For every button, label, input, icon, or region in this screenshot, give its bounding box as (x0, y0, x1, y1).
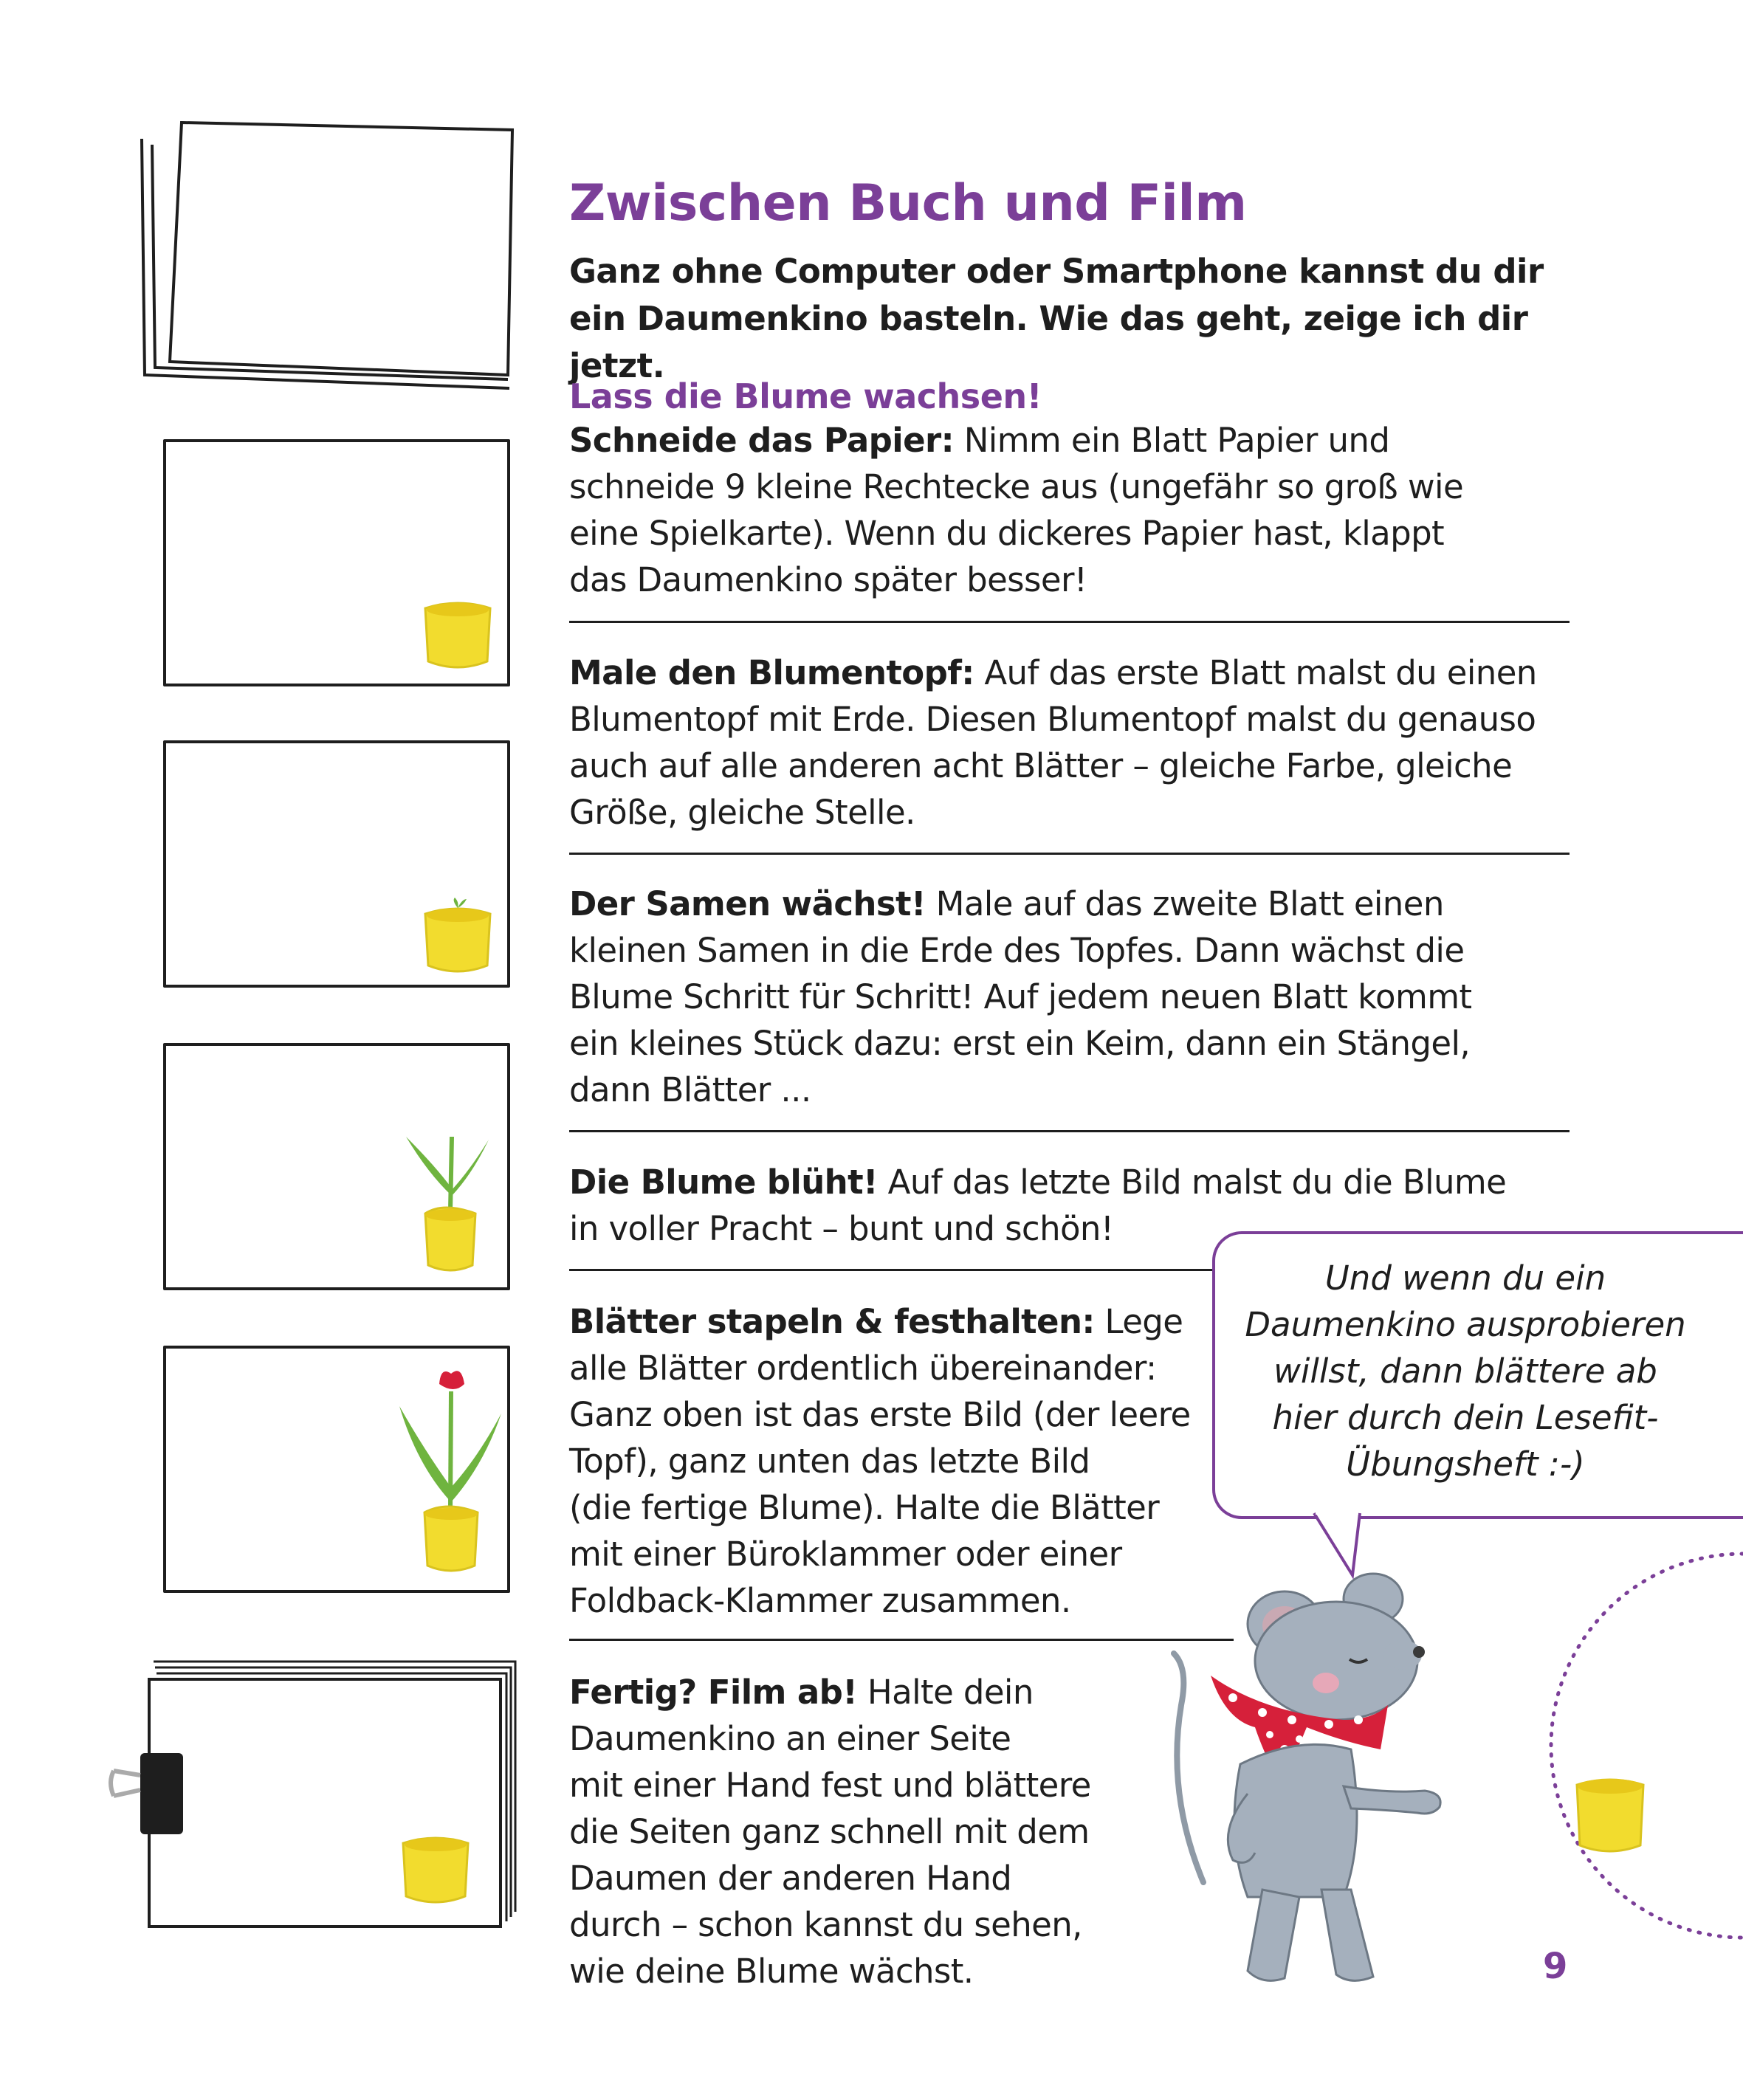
divider (569, 853, 1570, 855)
pot-icon (421, 598, 495, 675)
step-title: Fertig? Film ab! (569, 1673, 858, 1712)
divider (569, 1130, 1570, 1132)
speech-bubble-tail (1314, 1513, 1373, 1580)
sprout-icon (399, 1122, 502, 1281)
step-cut-paper: Schneide das Papier: Nimm ein Blatt Papier und schneide 9 kleine Rechtecke aus (ungefähr so groß wie eine Spielkarte). Wenn du dickeres Papier hast, klappt das Daumenkino später besser! (569, 421, 1464, 599)
intro-line-1: Ganz ohne Computer oder Smartphone kannst du dir (569, 252, 1544, 291)
section-subtitle: Lass die Blume wachsen! (569, 376, 1042, 416)
intro-text (569, 248, 1566, 390)
step-title: Schneide das Papier: (569, 421, 955, 460)
divider (569, 621, 1570, 623)
flower-icon (395, 1362, 506, 1583)
clipped-flipbook-illustration (111, 1650, 524, 1934)
step-title: Die Blume blüht! (569, 1163, 878, 1202)
page-title: Zwischen Buch und Film (569, 174, 1247, 233)
speech-bubble-text: Und wenn du ein Daumenkino ausprobieren willst, dann blättere ab hier durch dein Lesefit- Übungsheft :-) (1245, 1259, 1686, 1484)
intro-line-2: ein Daumenkino basteln. Wie das geht, zeige ich dir jetzt. (569, 299, 1528, 385)
pot-with-seed-icon (421, 895, 495, 980)
stacked-pages-illustration (140, 117, 524, 397)
divider (569, 1269, 1219, 1271)
step-title: Der Samen wächst! (569, 884, 926, 923)
step-title: Male den Blumentopf: (569, 653, 974, 692)
step-seed-grows: Der Samen wächst! Male auf das zweite Blatt einen kleinen Samen in die Erde des Topfes. Dann wächst die Blume Schritt für Schritt! Auf jedem neuen Blatt kommt ein kleines Stück dazu: erst ein Keim, dann ein Stängel, dann Blätter ... (569, 884, 1472, 1109)
step-stack-pages: Blätter stapeln & festhalten: Lege alle Blätter ordentlich übereinander: Ganz oben ist das erste Bild (der leere Topf), ganz unten das letzte Bild (die fertige Blume). Halte die Blätter mit einer Büroklammer oder einer Foldback-Klammer zusammen. (569, 1302, 1191, 1620)
page-number: 9 (1543, 1946, 1568, 1987)
step-draw-pot: Male den Blumentopf: Auf das erste Blatt malst du einen Blumentopf mit Erde. Diesen Blumentopf malst du genauso auch auf alle anderen acht Blätter – gleiche Farbe, gleiche Größe, gleiche Stelle. (569, 653, 1537, 832)
step-film-start: Fertig? Film ab! Halte dein Daumenkino an einer Seite mit einer Hand fest und blättere die Seiten ganz schnell mit dem Daumen der anderen Hand durch – schon kannst du sehen, wie deine Blume wächst. (569, 1673, 1091, 1991)
step-title: Blätter stapeln & festhalten: (569, 1302, 1095, 1341)
mouse-character-illustration (1152, 1572, 1499, 2008)
step-flower-blooms: Die Blume blüht! Auf das letzte Bild malst du die Blume in voller Pracht – bunt und schön! (569, 1163, 1507, 1248)
divider (569, 1639, 1234, 1641)
